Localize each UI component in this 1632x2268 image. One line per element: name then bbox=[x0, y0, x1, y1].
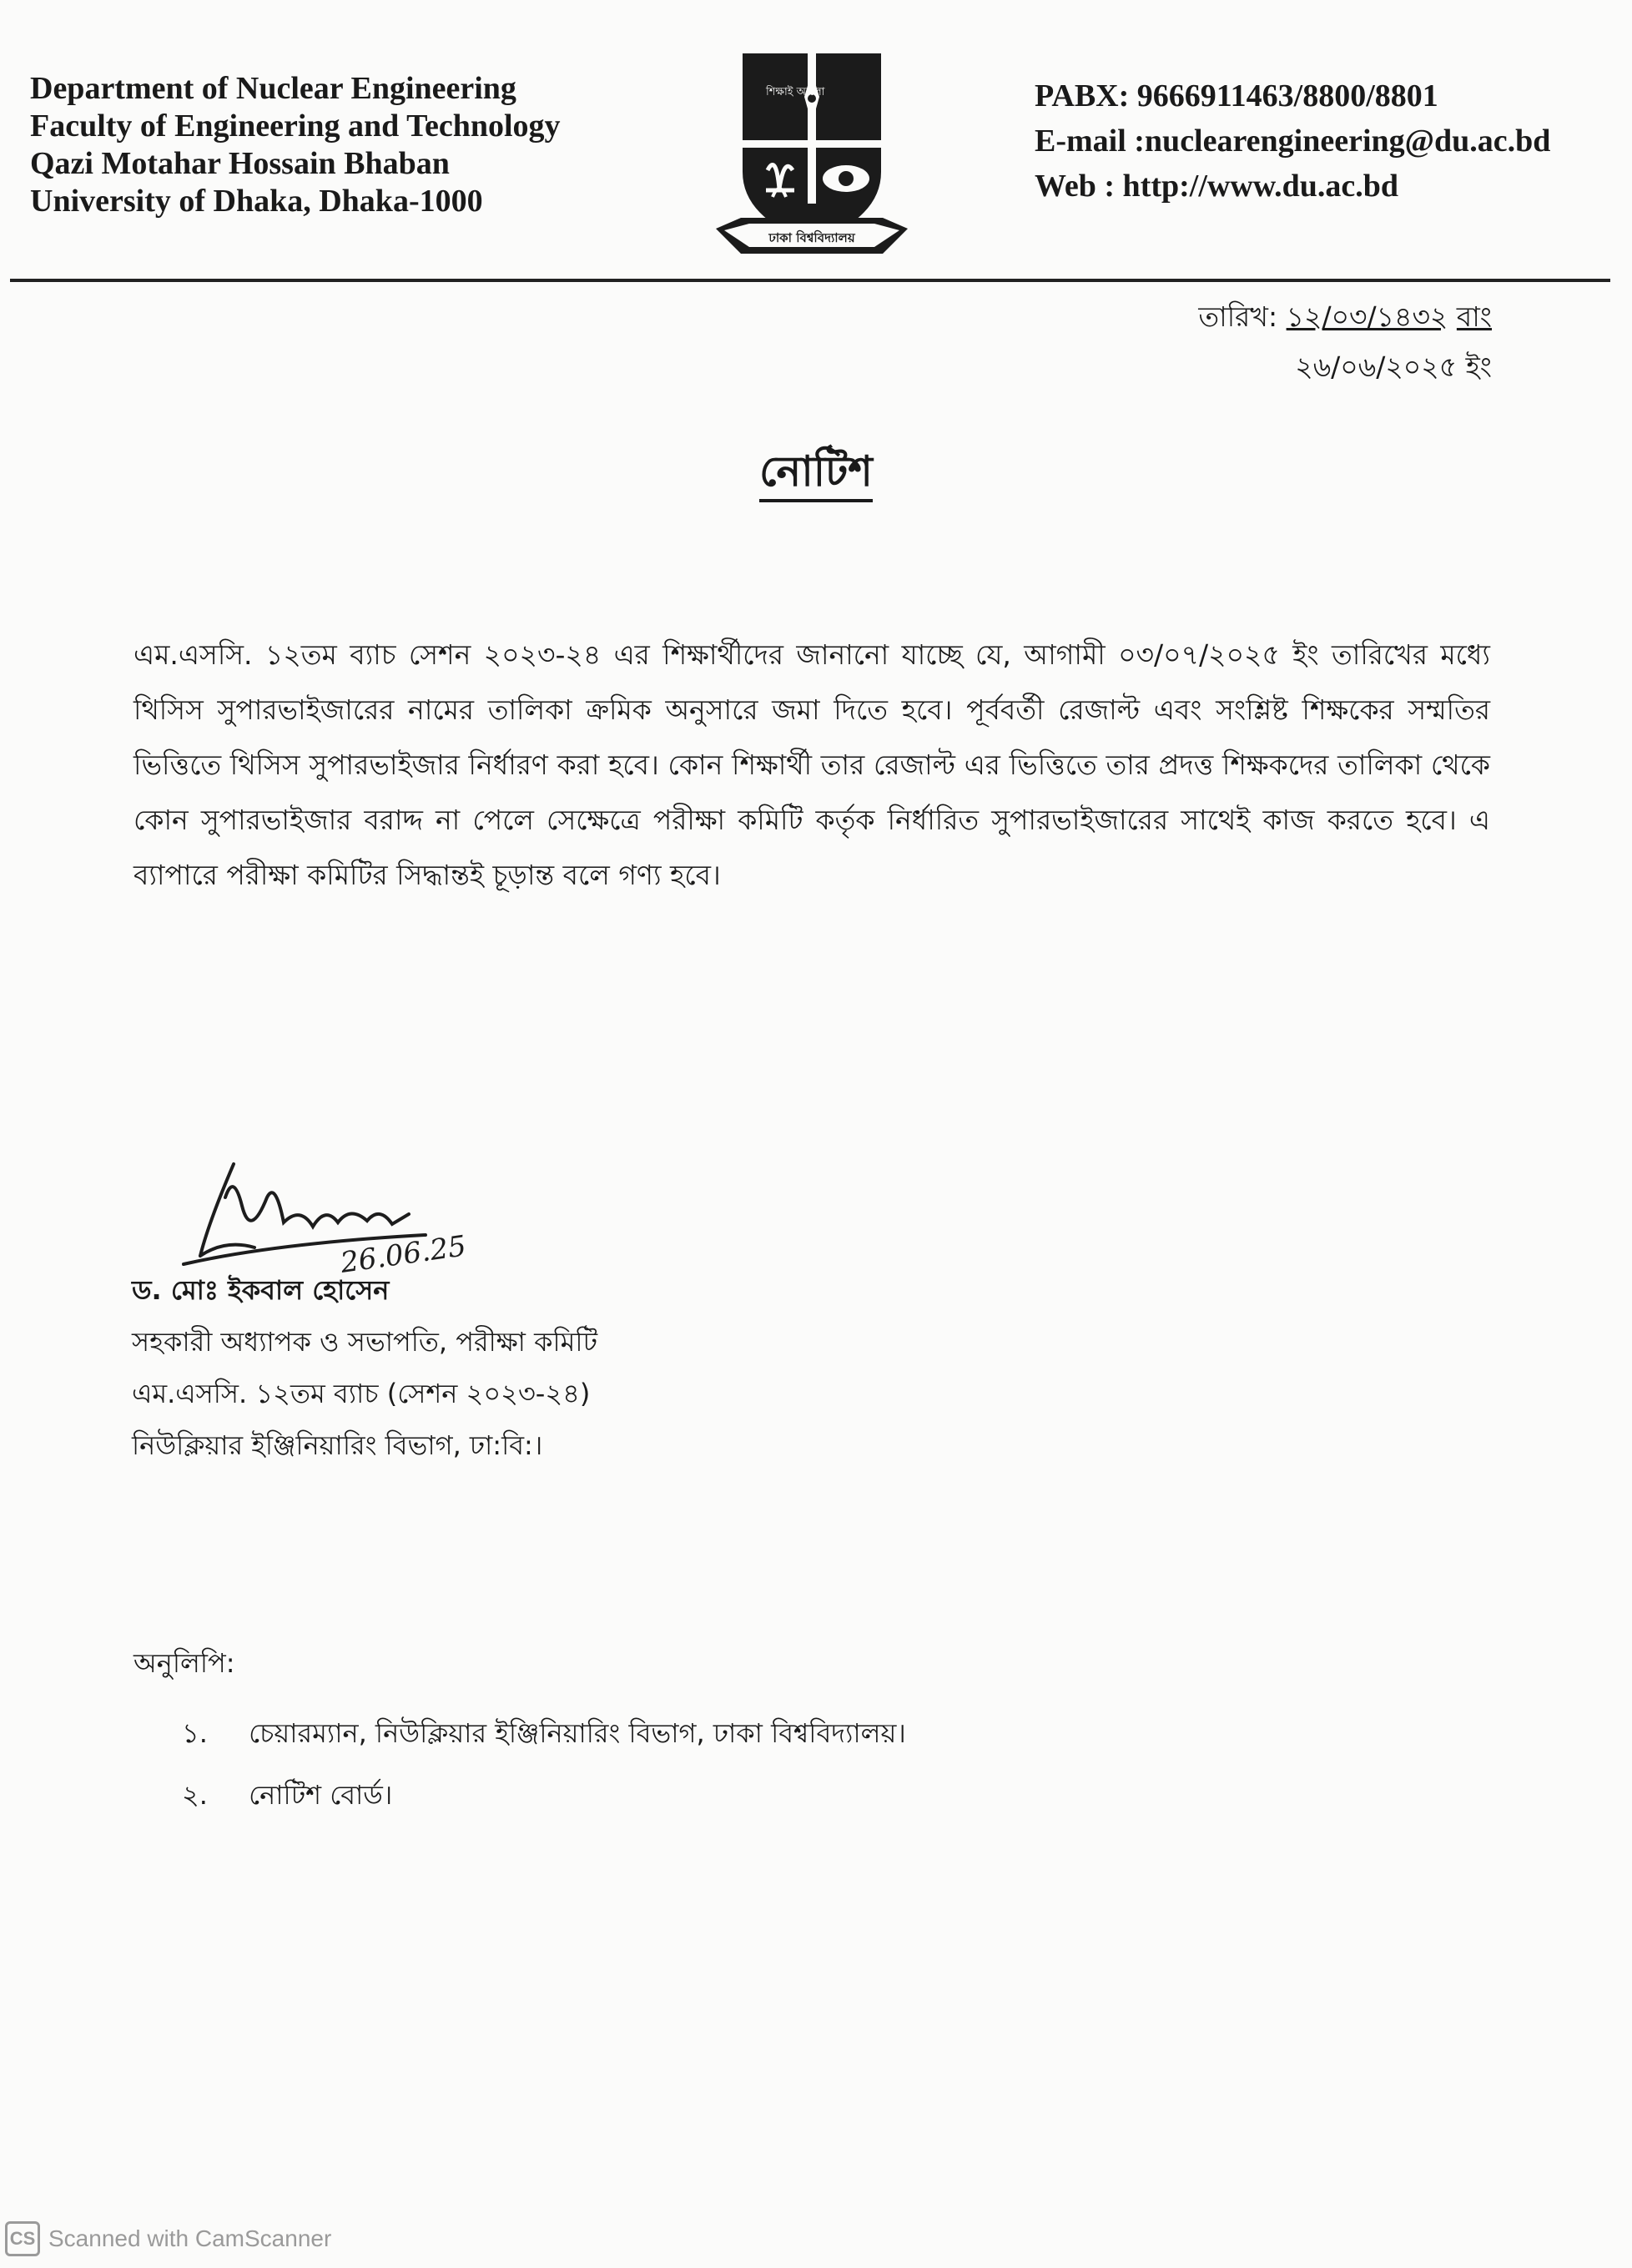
faculty-name: Faculty of Engineering and Technology bbox=[30, 108, 561, 144]
seal-motto-text: শিক্ষাই আলো bbox=[766, 86, 825, 98]
contact-info bbox=[1035, 73, 1550, 209]
signature-date: 26.06.25 bbox=[338, 1229, 469, 1280]
pabx-number: PABX: 9666911463/8800/8801 bbox=[1035, 78, 1438, 113]
list-item bbox=[182, 1764, 906, 1826]
list-item-number: ২. bbox=[182, 1779, 208, 1811]
notice-body: এম.এসসি. ১২তম ব্যাচ সেশন ২০২৩-২৪ এর শিক্ষার্থীদের জানানো যাচ্ছে যে, আগামী ০৩/০৭/২০২৫ ইং তারিখের মধ্যে থিসিস সুপারভাইজারের নামের তালিকা ক্রমিক অনুসারে জমা দিতে হবে। পূর্ববর্তী রেজাল্ট এবং সংশ্লিষ্ট শিক্ষকের সম্মতির ভিত্তিতে থিসিস সুপারভাইজার নির্ধারণ করা হবে। কোন শিক্ষার্থী তার রেজাল্ট এর ভিত্তিতে তার প্রদত্ত শিক্ষকদের তালিকা থেকে কোন সুপারভাইজার বরাদ্দ না পেলে সেক্ষেত্রে পরীক্ষা কমিটি কর্তৃক নির্ধারিত সুপারভাইজারের সাথেই কাজ করতে হবে। এ ব্যাপারে পরীক্ষা কমিটির সিদ্ধান্তই চূড়ান্ত বলে গণ্য হবে। bbox=[133, 638, 1490, 891]
signatory-name: ড. মোঃ ইকবাল হোসেন bbox=[132, 1274, 390, 1306]
signatory-details bbox=[132, 1264, 597, 1471]
signatory-batch: এম.এসসি. ১২তম ব্যাচ (সেশন ২০২৩-২৪) bbox=[132, 1378, 591, 1409]
english-date-suffix: ইং bbox=[1465, 350, 1492, 383]
camscanner-text: Scanned with CamScanner bbox=[48, 2225, 332, 2251]
camscanner-icon: CS bbox=[5, 2221, 40, 2256]
english-date: ২৬/০৬/২০২৫ bbox=[1295, 350, 1458, 383]
website-url: Web : http://www.du.ac.bd bbox=[1035, 169, 1399, 204]
seal-banner-text: ঢাকা বিশ্ববিদ্যালয় bbox=[768, 230, 855, 245]
camscanner-watermark bbox=[5, 2221, 331, 2256]
bangla-date: ১২/০৩/১৪৩২ bbox=[1286, 300, 1448, 333]
list-item-number: ১. bbox=[182, 1717, 208, 1749]
signatory-designation: সহকারী অধ্যাপক ও সভাপতি, পরীক্ষা কমিটি bbox=[132, 1326, 598, 1358]
building-name: Qazi Motahar Hossain Bhaban bbox=[30, 146, 450, 181]
department-address bbox=[30, 70, 561, 220]
date-label: তারিখ: bbox=[1198, 300, 1278, 333]
notice-title bbox=[0, 441, 1632, 510]
signatory-department: নিউক্লিয়ার ইঞ্জিনিয়ারিং বিভাগ, ঢা:বি:। bbox=[132, 1429, 543, 1461]
copies-list bbox=[182, 1702, 906, 1826]
university-seal-logo bbox=[716, 47, 908, 264]
list-item bbox=[182, 1702, 906, 1764]
list-item-text: নোটিশ বোর্ড। bbox=[249, 1779, 393, 1811]
department-name: Department of Nuclear Engineering bbox=[30, 71, 516, 106]
handwritten-signature bbox=[175, 1147, 526, 1281]
copies-label: অনুলিপি: bbox=[133, 1647, 235, 1679]
email-address: E-mail :nuclearengineering@du.ac.bd bbox=[1035, 123, 1551, 159]
notice-date bbox=[1198, 292, 1492, 392]
university-address: University of Dhaka, Dhaka-1000 bbox=[30, 184, 483, 219]
header-divider bbox=[10, 279, 1610, 282]
notice-title-text: নোটিশ bbox=[759, 447, 873, 502]
list-item-text: চেয়ারম্যান, নিউক্লিয়ার ইঞ্জিনিয়ারিং বিভাগ, ঢাকা বিশ্ববিদ্যালয়। bbox=[249, 1717, 906, 1749]
bangla-date-suffix: বাং bbox=[1456, 300, 1492, 333]
